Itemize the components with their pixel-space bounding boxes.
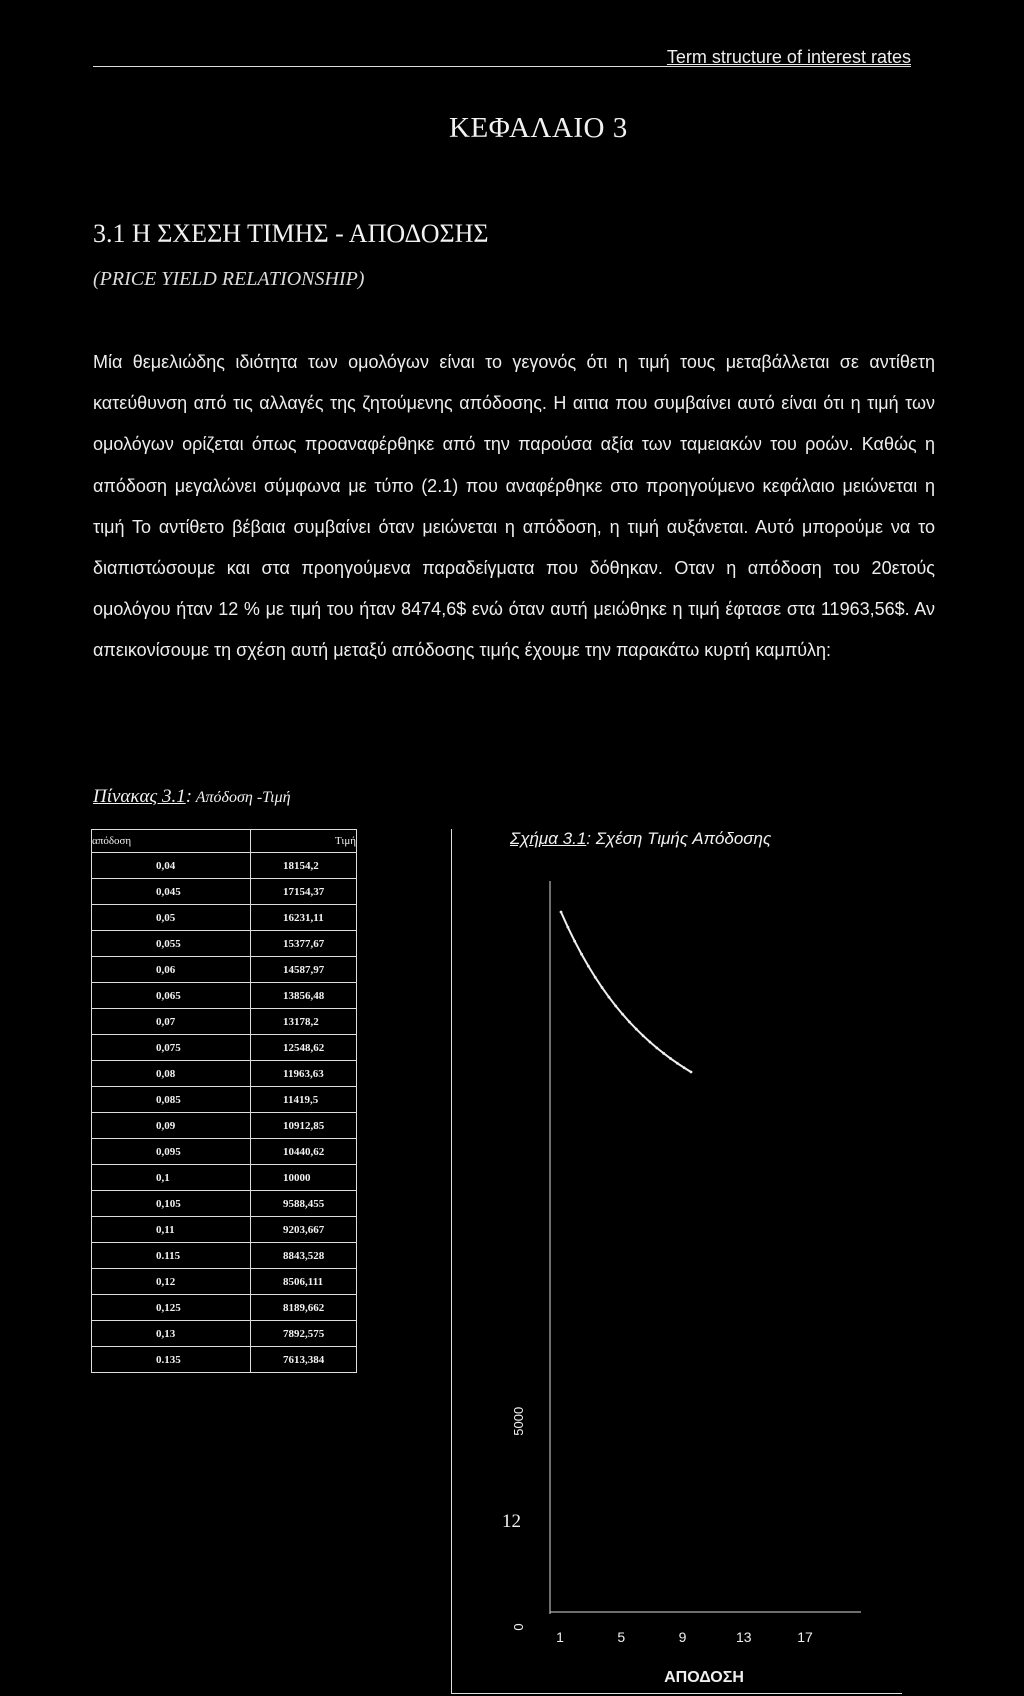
page-number: 12 xyxy=(502,1511,521,1532)
table-header-row xyxy=(92,830,357,853)
cell-price: 9588,455 xyxy=(251,1191,357,1217)
table-row xyxy=(92,1061,357,1087)
table-row xyxy=(92,1087,357,1113)
table-row xyxy=(92,1009,357,1035)
cell-yield: 0,055 xyxy=(92,931,251,957)
cell-yield: 0,095 xyxy=(92,1139,251,1165)
table-row xyxy=(92,905,357,931)
table-row xyxy=(92,1191,357,1217)
data-point xyxy=(662,1052,665,1055)
data-point xyxy=(601,986,604,989)
chart xyxy=(451,829,903,1696)
cell-price: 13178,2 xyxy=(251,1009,357,1035)
x-tick-label: 13 xyxy=(736,1629,752,1645)
data-point xyxy=(614,1005,617,1008)
data-point xyxy=(635,1028,638,1031)
table-caption-number: Πίνακας 3.1 xyxy=(93,786,186,807)
cell-price: 17154,37 xyxy=(251,879,357,905)
data-point xyxy=(690,1071,693,1074)
cell-yield: 0,1 xyxy=(92,1165,251,1191)
table-row xyxy=(92,853,357,879)
cell-yield: 0,105 xyxy=(92,1191,251,1217)
cell-yield: 0,06 xyxy=(92,957,251,983)
cell-price: 11963,63 xyxy=(251,1061,357,1087)
table-row xyxy=(92,1139,357,1165)
chart-title-number: Σχήμα 3.1 xyxy=(510,829,587,848)
data-point xyxy=(607,996,610,999)
table-row xyxy=(92,1269,357,1295)
chart-plot xyxy=(451,829,903,1696)
series-line xyxy=(561,912,691,1072)
chart-title-text: : Σχέση Τιμής Απόδοσης xyxy=(586,829,772,848)
table-row xyxy=(92,1295,357,1321)
cell-yield: 0,125 xyxy=(92,1295,251,1321)
table-caption-sep: : xyxy=(185,786,193,807)
cell-price: 8189,662 xyxy=(251,1295,357,1321)
column-header-yield: απόδοση xyxy=(92,830,251,853)
data-point xyxy=(560,911,563,914)
table-row xyxy=(92,957,357,983)
section-title: 3.1 Η ΣΧΕΣΗ ΤΙΜΗΣ - ΑΠΟΔΟΣΗΣ xyxy=(93,219,489,248)
cell-yield: 0,05 xyxy=(92,905,251,931)
table-row xyxy=(92,1165,357,1191)
cell-price: 10440,62 xyxy=(251,1139,357,1165)
table-row xyxy=(92,1113,357,1139)
cell-price: 8843,528 xyxy=(251,1243,357,1269)
data-point xyxy=(655,1046,658,1049)
cell-yield: 0,12 xyxy=(92,1269,251,1295)
body-paragraph: Μία θεμελιώδης ιδιότητα των ομολόγων είναι το γεγονός ότι η τιμή τους μεταβάλλεται σε αντίθετη κατεύθυνση από τις αλλαγές της ζητούμενης απόδοσης. Η αιτια που συμβαίνει αυτό είναι ότι η τιμή των ομολόγων ορίζεται όπως προαναφέρθηκε από την παρούσα αξία των ταμειακών του ροών. Καθώς η απόδοση μεγαλώνει σύμφωνα με τύπο (2.1) που αναφέρθηκε στο προηγούμενο κεφάλαιο μειώνεται η τιμή Το αντίθετο βέβαια συμβαίνει όταν μειώνεται η απόδοση, η τιμή αυξάνεται. Αυτό μπορούμε να το διαπιστώσουμε και στα προηγούμενα παραδείγματα που δόθηκαν. Οταν η απόδοση του 20ετούς ομολόγου ήταν 12 % με τιμή του ήταν 8474,6$ ενώ όταν αυτή μειώθηκε η τιμή έφτασε στα 11963,56$. Αν απεικονίσουμε τη σχέση αυτή μεταξύ απόδοσης τιμής έχουμε την παρακάτω κυρτή καμπύλη: xyxy=(93,352,935,661)
table-row xyxy=(92,1347,357,1373)
column-header-price: Τιμή xyxy=(251,830,357,853)
table-row xyxy=(92,879,357,905)
data-point xyxy=(566,926,569,929)
x-tick-label: 17 xyxy=(797,1629,813,1645)
table-caption-text: Απόδοση -Τιμή xyxy=(192,789,291,806)
data-point xyxy=(669,1057,672,1060)
cell-price: 13856,48 xyxy=(251,983,357,1009)
cell-yield: 0,08 xyxy=(92,1061,251,1087)
cell-yield: 0,09 xyxy=(92,1113,251,1139)
table-row xyxy=(92,1321,357,1347)
cell-price: 7613,384 xyxy=(251,1347,357,1373)
cell-price: 12548,62 xyxy=(251,1035,357,1061)
cell-yield: 0.135 xyxy=(92,1347,251,1373)
cell-price: 10912,85 xyxy=(251,1113,357,1139)
cell-price: 16231,11 xyxy=(251,905,357,931)
yield-price-table xyxy=(91,829,357,1373)
table-caption xyxy=(93,786,291,808)
y-tick-label: 5000 xyxy=(511,1406,526,1436)
cell-yield: 0,13 xyxy=(92,1321,251,1347)
cell-price: 15377,67 xyxy=(251,931,357,957)
table-row xyxy=(92,983,357,1009)
cell-price: 14587,97 xyxy=(251,957,357,983)
x-axis-label: ΑΠΟΔΟΣΗ xyxy=(664,1669,744,1686)
cell-price: 18154,2 xyxy=(251,853,357,879)
cell-price: 7892,575 xyxy=(251,1321,357,1347)
cell-yield: 0,04 xyxy=(92,853,251,879)
data-point xyxy=(621,1013,624,1016)
cell-yield: 0,065 xyxy=(92,983,251,1009)
table-row xyxy=(92,1217,357,1243)
data-point xyxy=(628,1021,631,1024)
data-point xyxy=(594,976,597,979)
cell-yield: 0,085 xyxy=(92,1087,251,1113)
data-point xyxy=(573,940,576,943)
y-tick-label: 0 xyxy=(511,1623,526,1631)
x-tick-label: 9 xyxy=(678,1629,687,1645)
data-point xyxy=(649,1041,652,1044)
chapter-title: ΚΕΦΑΛΑΙΟ 3 xyxy=(449,112,628,144)
data-point xyxy=(587,965,590,968)
data-point xyxy=(580,953,583,956)
cell-yield: 0.115 xyxy=(92,1243,251,1269)
cell-yield: 0,075 xyxy=(92,1035,251,1061)
data-point xyxy=(642,1034,645,1037)
cell-price: 9203,667 xyxy=(251,1217,357,1243)
data-point xyxy=(683,1066,686,1069)
running-title: Term structure of interest rates xyxy=(666,47,911,67)
table-row xyxy=(92,931,357,957)
x-tick-label: 1 xyxy=(556,1629,564,1645)
cell-yield: 0,07 xyxy=(92,1009,251,1035)
x-tick-label: 5 xyxy=(617,1629,626,1645)
table-row xyxy=(92,1243,357,1269)
data-point xyxy=(676,1062,679,1065)
cell-yield: 0,045 xyxy=(92,879,251,905)
cell-price: 11419,5 xyxy=(251,1087,357,1113)
cell-price: 10000 xyxy=(251,1165,357,1191)
section-subtitle: (PRICE YIELD RELATIONSHIP) xyxy=(93,268,365,290)
cell-price: 8506,111 xyxy=(251,1269,357,1295)
table-row xyxy=(92,1035,357,1061)
cell-yield: 0,11 xyxy=(92,1217,251,1243)
